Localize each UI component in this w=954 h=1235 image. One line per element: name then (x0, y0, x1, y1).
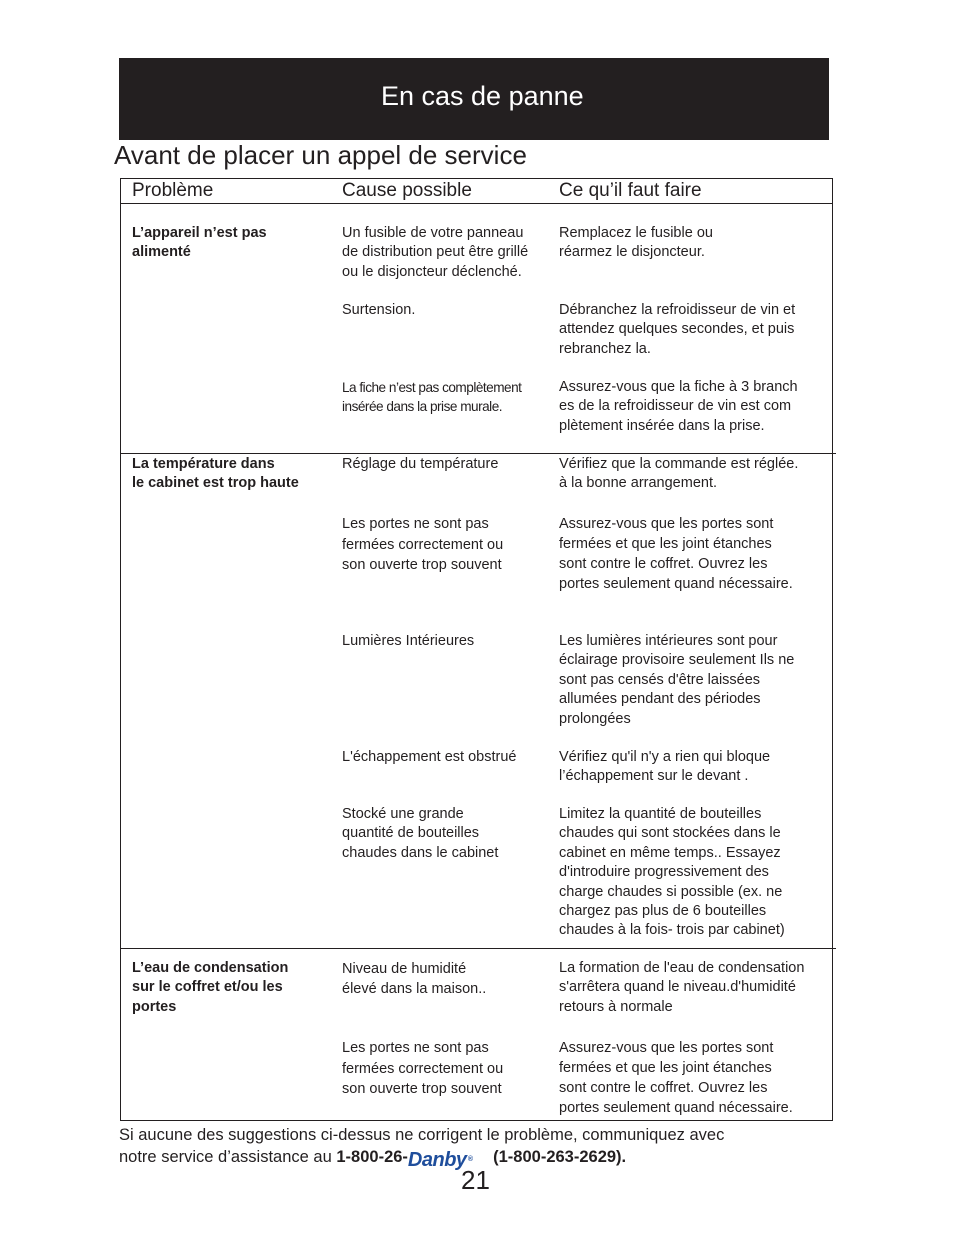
action-cell: Assurez-vous que la fiche à 3 branch es de la refroidisseur de vin est com plètement insérée dans la prise. (559, 379, 798, 434)
footer-text-line2: notre service d’assistance au (119, 1148, 332, 1166)
page-title: En cas de panne (381, 81, 584, 111)
action-cell: Assurez-vous que les portes sont fermées et que les joint étanches sont contre le coffret. Ouvrez les portes seulement quand nécessaire. (559, 1040, 793, 1116)
problem-condensation: L’eau de condensation sur le coffret et/ou les portes (132, 960, 289, 1015)
action-cell: Limitez la quantité de bouteilles chaudes qui sont stockées dans le cabinet en même temps.. Essayez d'introduire progressivement des charge chaudes si possible (ex. ne chargez pas plus de 6 bouteilles chaudes à la fois- trois par cabinet) (559, 806, 785, 939)
cause-cell: Lumières Intérieures (342, 633, 475, 649)
action-cell: Assurez-vous que les portes sont fermées et que les joint étanches sont contre le coffret. Ouvrez les portes seulement quand nécessaire. (559, 516, 793, 592)
phone-number: (1-800-263-2629). (493, 1148, 627, 1166)
cause-cell: L'échappement est obstrué (342, 749, 517, 765)
footer-text-line1: Si aucune des suggestions ci-dessus ne corrigent le problème, communiquez avec (119, 1126, 725, 1144)
cause-cell: Les portes ne sont pas fermées correctement ou son ouverte trop souvent (342, 1040, 504, 1097)
table-row-divider (120, 453, 836, 454)
problem-temperature-high: La température dans le cabinet est trop haute (132, 456, 299, 492)
phone-prefix: 1-800-26- (336, 1148, 408, 1166)
problem-no-power: L’appareil n’est pas alimenté (132, 225, 267, 261)
section-subtitle: Avant de placer un appel de service (114, 140, 527, 170)
cause-cell: Stocké une grande quantité de bouteilles chaudes dans le cabinet (342, 806, 499, 861)
cause-cell: Les portes ne sont pas fermées correctement ou son ouverte trop souvent (342, 516, 504, 573)
danby-logo (407, 1149, 473, 1171)
column-header-problem: Problème (132, 180, 214, 201)
column-header-action: Ce qu’il faut faire (559, 180, 702, 201)
action-cell: Vérifiez qu'il n'y a rien qui bloque l’échappement sur le devant . (559, 749, 771, 785)
column-header-cause: Cause possible (342, 180, 472, 201)
action-cell: Les lumières intérieures sont pour éclairage provisoire seulement Ils ne sont pas censés d'être laissées allumées pendant des périodes prolongées (559, 633, 795, 727)
danby-logo-text: Danby (407, 1149, 467, 1171)
cause-cell: Surtension. (342, 302, 416, 318)
action-cell: Remplacez le fusible ou réarmez le disjoncteur. (559, 225, 713, 261)
action-cell: La formation de l'eau de condensation s'arrêtera quand le niveau.d'humidité retours à normale (559, 960, 805, 1015)
table-row-divider (120, 948, 836, 949)
header-banner (119, 58, 829, 140)
table-header-divider (120, 203, 833, 204)
cause-cell: Réglage du température (342, 456, 499, 472)
registered-mark-icon: ® (467, 1156, 473, 1163)
cause-cell: Niveau de humidité élevé dans la maison.. (342, 961, 487, 997)
action-cell: Débranchez la refroidisseur de vin et attendez quelques secondes, et puis rebranchez la. (559, 302, 796, 357)
action-cell: Vérifiez que la commande est réglée. à la bonne arrangement. (559, 456, 799, 492)
cause-cell: Un fusible de votre panneau de distribution peut être grillé ou le disjoncteur déclenché. (342, 225, 529, 280)
page-number: 21 (461, 1165, 490, 1195)
cause-cell: La fiche n’est pas complètement insérée dans la prise murale. (342, 380, 522, 415)
